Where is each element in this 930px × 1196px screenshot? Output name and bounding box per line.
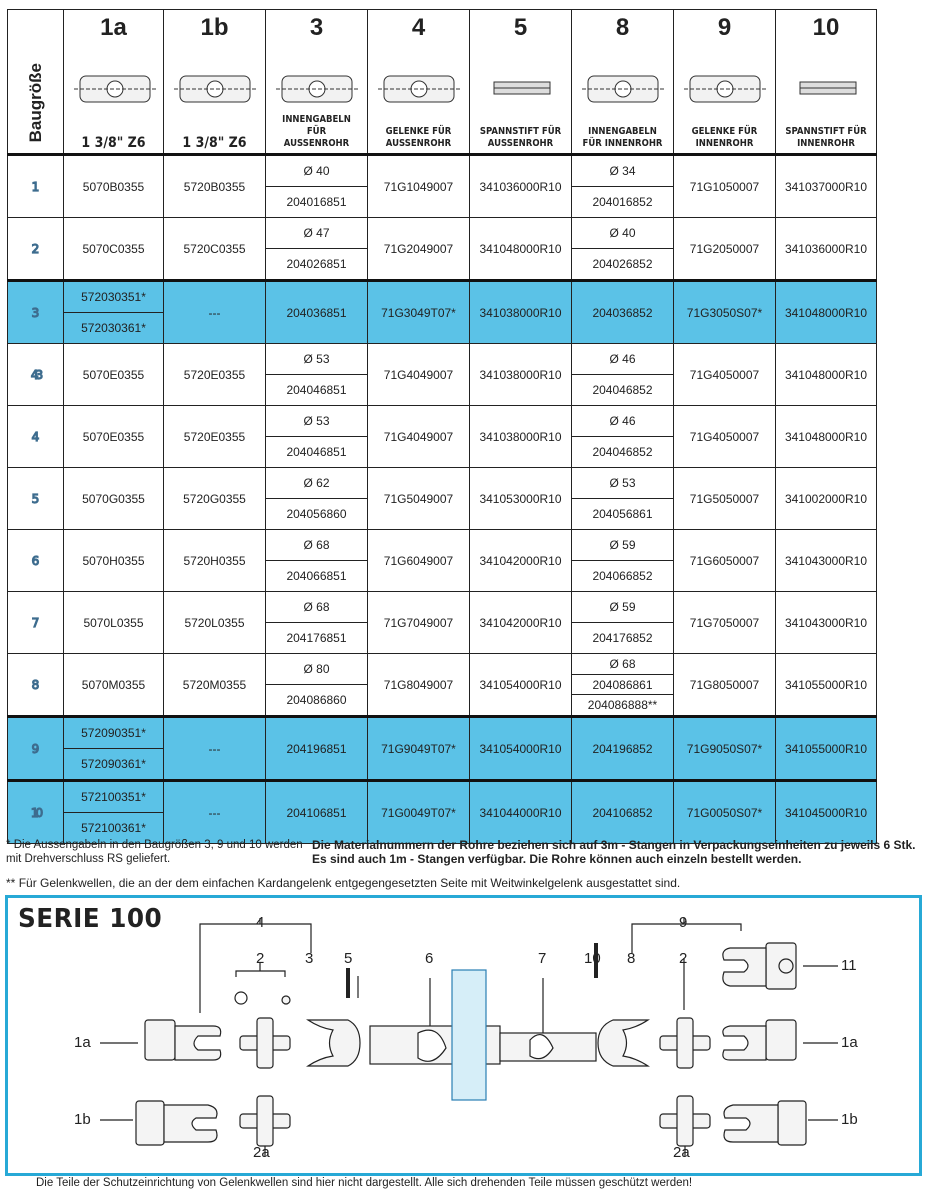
column-subtitle: GELENKE FÜR AUSSENROHR [385,126,452,149]
column-subtitle: SPANNSTIFT FÜR AUSSENROHR [479,126,562,149]
cell-c9: 71G0050S07* [674,781,776,844]
cell-c1b: 5720C0355 [164,218,266,281]
cell-c9: 71G2050007 [674,218,776,281]
size-number: 43 [8,344,64,406]
cell-c4: 71G3049T07* [368,281,470,344]
cell-c10: 341002000R10 [776,468,877,530]
cell-line: Ø 68 [609,656,636,671]
table-body [8,155,877,844]
cell-c5: 341054000R10 [470,717,572,781]
cell-line: 204016851 [266,186,367,217]
cell-c1b: 5720L0355 [164,592,266,654]
cell-c4: 71G4049007 [368,344,470,406]
cell-c9: 71G1050007 [674,155,776,218]
column-number: 10 [812,14,840,41]
column-number: 8 [615,14,630,41]
column-header-1b [164,10,266,155]
table-row [8,281,877,344]
cell-c3: 204196851 [266,717,368,781]
cell-c10: 341055000R10 [776,654,877,717]
column-number: 1a [100,14,127,41]
cell-line: Ø 53 [609,476,636,490]
column-subtitle: SPANNSTIFT FÜR INNENROHR [785,126,867,149]
cell-c9: 71G7050007 [674,592,776,654]
column-subtitle: INNENGABELN FÜR AUSSENROHR [282,114,351,149]
cell-c1a: 5070B0355 [64,155,164,218]
cell-c1b: --- [164,717,266,781]
cell-c9: 71G4050007 [674,344,776,406]
label-2a-left: 2a [253,1144,270,1161]
cell-c4: 71G6049007 [368,530,470,592]
cell-c1b: 5720M0355 [164,654,266,717]
cell-c3 [266,218,368,281]
cell-c5: 341048000R10 [470,218,572,281]
size-number: 8 [8,654,64,717]
size-number: 1 [8,155,64,218]
footnote-star [6,838,306,866]
cell-c8 [572,406,674,468]
cell-c8: 204106852 [572,781,674,844]
cell-line: Ø 59 [609,600,636,614]
part-drawing-icon [582,66,664,112]
column-subtitle: 1 3/8" Z6 [182,135,247,151]
footnote-double-star-text: Für Gelenkwellen, die an der dem einfachen Kardangelenk entgegengesetzten Seite mit Weitwinkelgelenk ausgestattet sind. [18,876,681,890]
cell-c5: 341053000R10 [470,468,572,530]
label-1a-left: 1a [74,1034,91,1051]
cell-c5: 341042000R10 [470,592,572,654]
cell-c1b: 5720E0355 [164,406,266,468]
cell-c3 [266,592,368,654]
column-subtitle: INNENGABELN FÜR INNENROHR [582,126,663,149]
footnote-star-text: Die Aussengabeln in den Baugrößen 3, 9 und 10 werden mit Drehverschluss RS geliefert. [6,839,303,865]
part-drawing-icon [378,66,460,112]
label-2a-right: 2a [673,1144,690,1161]
cell-c1b: 5720G0355 [164,468,266,530]
column-number: 4 [411,14,426,41]
cell-c3 [266,468,368,530]
label-3: 3 [305,950,314,967]
table-row [8,781,877,844]
size-number: 7 [8,592,64,654]
cell-c5: 341044000R10 [470,781,572,844]
cell-c1b: --- [164,781,266,844]
cell-line: Ø 80 [303,662,330,676]
cell-c10: 341048000R10 [776,344,877,406]
label-7: 7 [538,950,547,967]
cell-c10: 341036000R10 [776,218,877,281]
cell-line: 204086860 [266,684,367,715]
cell-c5: 341038000R10 [470,344,572,406]
cell-line: 204176851 [266,622,367,653]
column-header-5 [470,10,572,155]
cell-line: 204066851 [266,560,367,591]
cell-line: Ø 59 [609,538,636,552]
cell-c5: 341038000R10 [470,406,572,468]
table-row [8,218,877,281]
cell-c4: 71G7049007 [368,592,470,654]
cell-c8 [572,218,674,281]
label-5: 5 [344,950,353,967]
cell-c3 [266,155,368,218]
part-drawing-icon [74,66,156,112]
cell-c3 [266,530,368,592]
cell-c3: 204036851 [266,281,368,344]
size-number: 10 [8,781,64,844]
cell-line: 204176852 [572,622,673,653]
cell-line: Ø 68 [303,538,330,552]
cell-c5: 341054000R10 [470,654,572,717]
cell-line: 204046852 [572,436,673,467]
column-number: 3 [309,14,324,41]
cell-line: Ø 46 [609,352,636,366]
cell-line: Ø 62 [303,476,330,490]
cell-c10: 341043000R10 [776,530,877,592]
table-row [8,344,877,406]
cell-c1a: 5070E0355 [64,406,164,468]
exploded-view-drawing [8,898,919,1173]
part-drawing-icon [174,66,256,112]
cell-line: 572100351* [81,790,146,804]
label-9: 9 [679,914,688,931]
column-subtitle: GELENKE FÜR INNENROHR [691,126,758,149]
cell-c8 [572,530,674,592]
part-drawing-icon [786,66,868,112]
cell-c4: 71G2049007 [368,218,470,281]
cell-line: 572030361* [64,312,163,343]
table-row [8,155,877,218]
cell-line: 204066852 [572,560,673,591]
cell-c1b: 5720E0355 [164,344,266,406]
column-header-1a [64,10,164,155]
footnote-material: Die Materialnummern der Rohre beziehen sich auf 3m - Stangen in Verpackungseinheiten zu jeweils 6 Stk. Es sind auch 1m - Stangen verfügbar. Die Rohre können auch einzeln bestellt werden. [312,838,916,866]
cell-line: 572090361* [64,748,163,779]
cell-line: 572090351* [81,726,146,740]
cell-c3 [266,654,368,717]
baugroesse-label: Baugröße [25,62,45,142]
cell-c10: 341037000R10 [776,155,877,218]
cell-c1b: --- [164,281,266,344]
column-number: 1b [200,14,229,41]
label-8: 8 [627,950,636,967]
cell-c1a: 5070L0355 [64,592,164,654]
cell-line: 204046851 [266,436,367,467]
cell-c9: 71G4050007 [674,406,776,468]
table-row [8,468,877,530]
label-1a-right: 1a [841,1034,858,1051]
cell-c4: 71G1049007 [368,155,470,218]
cell-c5: 341038000R10 [470,281,572,344]
cell-line: 204086888** [572,694,673,715]
cell-line: 572030351* [81,290,146,304]
row-label-header [8,10,64,155]
size-number: 2 [8,218,64,281]
cell-c10: 341045000R10 [776,781,877,844]
cell-c9: 71G9050S07* [674,717,776,781]
cell-c8 [572,344,674,406]
table-row [8,406,877,468]
label-2-right: 2 [679,950,688,967]
cell-c3 [266,344,368,406]
cell-c5: 341036000R10 [470,155,572,218]
cell-line: 572100361* [64,812,163,843]
cell-c8 [572,592,674,654]
column-header-9 [674,10,776,155]
size-number: 3 [8,281,64,344]
cell-line: Ø 47 [303,226,330,240]
cell-line: Ø 46 [609,414,636,428]
column-header-3 [266,10,368,155]
column-header-4 [368,10,470,155]
size-number: 9 [8,717,64,781]
label-4: 4 [256,914,265,931]
cell-line: 204086861 [572,674,673,695]
cell-c1a [64,281,164,344]
cell-line: Ø 40 [609,226,636,240]
cell-c1a [64,781,164,844]
size-number: 4 [8,406,64,468]
cell-c4: 71G8049007 [368,654,470,717]
serie-100-diagram [5,895,922,1176]
bottom-note: Die Teile der Schutzeinrichtung von Gelenkwellen sind hier nicht dargestellt. Alle sich drehenden Teile müssen geschützt werden! [36,1177,693,1189]
cell-line: Ø 68 [303,600,330,614]
cell-c9: 71G3050S07* [674,281,776,344]
cell-line: 204056860 [266,498,367,529]
cell-c10: 341048000R10 [776,281,877,344]
cell-c10: 341043000R10 [776,592,877,654]
cell-line: 204046851 [266,374,367,405]
label-11: 11 [841,957,857,974]
cell-c1a: 5070C0355 [64,218,164,281]
cell-line: Ø 53 [303,352,330,366]
column-number: 9 [717,14,732,41]
table-row [8,530,877,592]
cell-c1a: 5070H0355 [64,530,164,592]
size-number: 6 [8,530,64,592]
cell-line: 204046852 [572,374,673,405]
cell-c4: 71G9049T07* [368,717,470,781]
column-header-10 [776,10,877,155]
cell-c10: 341048000R10 [776,406,877,468]
cell-line: 204016852 [572,186,673,217]
cell-c8 [572,155,674,218]
cell-c1a: 5070M0355 [64,654,164,717]
cell-c4: 71G0049T07* [368,781,470,844]
cell-line: 204026852 [572,248,673,279]
table-row [8,592,877,654]
table-row [8,654,877,717]
cell-c5: 341042000R10 [470,530,572,592]
cell-c1b: 5720B0355 [164,155,266,218]
table-row [8,717,877,781]
cell-c1a [64,717,164,781]
cell-line: Ø 40 [303,164,330,178]
cell-c1a: 5070G0355 [64,468,164,530]
diagram-title: SERIE 100 [18,904,163,934]
cell-c9: 71G8050007 [674,654,776,717]
cell-c3: 204106851 [266,781,368,844]
cell-c10: 341055000R10 [776,717,877,781]
cell-c4: 71G4049007 [368,406,470,468]
label-10: 10 [584,950,601,967]
cell-line: Ø 34 [609,164,636,178]
footnote-double-star [6,876,906,890]
cell-c9: 71G5050007 [674,468,776,530]
cell-c8: 204036852 [572,281,674,344]
cell-c8 [572,654,674,717]
cell-c3 [266,406,368,468]
label-6: 6 [425,950,434,967]
cell-c1b: 5720H0355 [164,530,266,592]
size-number: 5 [8,468,64,530]
cell-line: 204056861 [572,498,673,529]
column-number: 5 [513,14,528,41]
column-header-8 [572,10,674,155]
header-row [8,10,877,155]
cell-c8: 204196852 [572,717,674,781]
parts-table [7,9,877,844]
column-subtitle: 1 3/8" Z6 [81,135,146,151]
part-drawing-icon [684,66,766,112]
part-drawing-icon [276,66,358,112]
cell-c1a: 5070E0355 [64,344,164,406]
cell-line: Ø 53 [303,414,330,428]
cell-c4: 71G5049007 [368,468,470,530]
cell-c8 [572,468,674,530]
cell-c9: 71G6050007 [674,530,776,592]
cell-line: 204026851 [266,248,367,279]
label-1b-right: 1b [841,1111,858,1128]
label-1b-left: 1b [74,1111,91,1128]
part-drawing-icon [480,66,562,112]
footnote-star-mark: * [6,839,11,851]
label-2-left: 2 [256,950,265,967]
footnote-double-star-mark: ** [6,876,16,890]
